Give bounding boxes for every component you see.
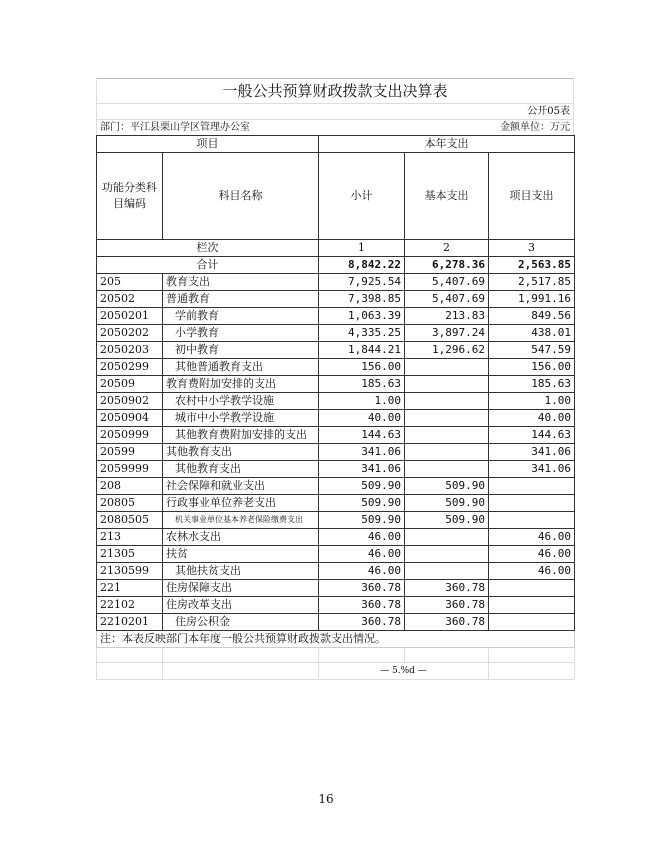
row-code: 2050902 [97,393,163,410]
col-index-1: 1 [319,240,405,257]
report-title: 一般公共预算财政拨款支出决算表 [96,78,574,103]
row-basic: 360.78 [405,614,489,631]
amount-unit-label: 金额单位：万元 [500,122,570,133]
row-subtotal: 341.06 [319,461,405,478]
row-code: 2050299 [97,359,163,376]
note-row [97,631,575,648]
row-project: 341.06 [489,444,575,461]
row-basic [405,376,489,393]
row-project: 46.00 [489,546,575,563]
row-name: 其他教育支出 [163,444,319,461]
row-name: 行政事业单位养老支出 [163,495,319,512]
row-subtotal: 46.00 [319,529,405,546]
row-name: 住房改革支出 [163,597,319,614]
table-row [97,512,575,529]
row-project: 849.56 [489,308,575,325]
row-basic: 509.90 [405,495,489,512]
row-code: 2080505 [97,512,163,529]
row-name: 农村中小学教学设施 [163,393,319,410]
row-project: 46.00 [489,563,575,580]
row-subtotal: 1,844.21 [319,342,405,359]
row-code: 22102 [97,597,163,614]
row-subtotal: 509.90 [319,512,405,529]
row-name: 初中教育 [163,342,319,359]
page-number: 16 [318,792,334,806]
row-name: 城市中小学教学设施 [163,410,319,427]
total-subtotal: 8,842.22 [319,257,405,274]
row-code: 2059999 [97,461,163,478]
row-name: 普通教育 [163,291,319,308]
row-code: 20599 [97,444,163,461]
row-subtotal: 185.63 [319,376,405,393]
header-row-1 [97,136,575,153]
row-project [489,580,575,597]
row-subtotal: 360.78 [319,580,405,597]
col-index-2: 2 [405,240,489,257]
row-basic: 5,407.69 [405,274,489,291]
report-sheet [96,78,574,680]
total-label: 合计 [97,257,319,274]
row-project: 156.00 [489,359,575,376]
row-basic: 509.90 [405,478,489,495]
row-code: 2050999 [97,427,163,444]
footnote: 注：本表反映部门本年度一般公共预算财政拨款支出情况。 [97,631,575,648]
table-row [97,325,575,342]
row-name: 农林水支出 [163,529,319,546]
row-subtotal: 509.90 [319,495,405,512]
row-subtotal: 7,398.85 [319,291,405,308]
header-current-year: 本年支出 [319,136,575,153]
table-row [97,274,575,291]
row-name: 其他普通教育支出 [163,359,319,376]
row-subtotal: 1,063.39 [319,308,405,325]
header-project: 项目支出 [489,153,575,240]
row-name: 学前教育 [163,308,319,325]
row-subtotal: 4,335.25 [319,325,405,342]
table-row [97,597,575,614]
row-subtotal: 509.90 [319,478,405,495]
total-row [97,257,575,274]
row-basic [405,393,489,410]
row-project: 1,991.16 [489,291,575,308]
row-code: 2050904 [97,410,163,427]
table-row [97,444,575,461]
row-project: 438.01 [489,325,575,342]
row-basic: 5,407.69 [405,291,489,308]
table-row [97,461,575,478]
column-order-label: 栏次 [97,240,319,257]
row-basic: 509.90 [405,512,489,529]
expenditure-table [96,135,575,680]
row-project: 1.00 [489,393,575,410]
row-basic [405,410,489,427]
row-code: 20805 [97,495,163,512]
row-code: 20502 [97,291,163,308]
col-index-3: 3 [489,240,575,257]
header-row-2 [97,153,575,240]
row-name: 扶贫 [163,546,319,563]
row-code: 205 [97,274,163,291]
row-name: 住房保障支出 [163,580,319,597]
row-project: 341.06 [489,461,575,478]
table-row [97,376,575,393]
row-subtotal: 1.00 [319,393,405,410]
table-row [97,495,575,512]
column-order-row [97,240,575,257]
row-name: 社会保障和就业支出 [163,478,319,495]
row-name: 其他教育费附加安排的支出 [163,427,319,444]
row-basic [405,461,489,478]
header-item: 项目 [97,136,319,153]
row-basic [405,529,489,546]
row-subtotal: 7,925.54 [319,274,405,291]
row-code: 2210201 [97,614,163,631]
row-subtotal: 46.00 [319,563,405,580]
row-basic [405,444,489,461]
table-row [97,308,575,325]
row-name: 教育支出 [163,274,319,291]
dept-unit-row [96,119,574,135]
row-basic [405,546,489,563]
row-project: 547.59 [489,342,575,359]
row-project [489,614,575,631]
row-subtotal: 46.00 [319,546,405,563]
row-subtotal: 156.00 [319,359,405,376]
table-row [97,291,575,308]
row-name: 其他教育支出 [163,461,319,478]
row-project: 144.63 [489,427,575,444]
row-project: 2,517.85 [489,274,575,291]
table-row [97,580,575,597]
row-subtotal: 360.78 [319,614,405,631]
table-row [97,359,575,376]
row-basic [405,359,489,376]
row-code: 20509 [97,376,163,393]
page-indicator-row [97,663,575,680]
table-row [97,614,575,631]
department-label: 部门：平江县栗山学区管理办公室 [100,122,250,133]
row-project: 40.00 [489,410,575,427]
row-name: 机关事业单位基本养老保险缴费支出 [163,512,319,529]
row-subtotal: 360.78 [319,597,405,614]
table-row [97,546,575,563]
row-code: 2050202 [97,325,163,342]
row-basic: 360.78 [405,597,489,614]
table-row [97,393,575,410]
row-name: 住房公积金 [163,614,319,631]
row-code: 221 [97,580,163,597]
row-name: 小学教育 [163,325,319,342]
header-basic: 基本支出 [405,153,489,240]
table-row [97,478,575,495]
row-name: 教育费附加安排的支出 [163,376,319,393]
row-project: 185.63 [489,376,575,393]
total-basic: 6,278.36 [405,257,489,274]
header-func-code: 功能分类科目编码 [97,153,163,240]
row-subtotal: 144.63 [319,427,405,444]
row-basic [405,563,489,580]
row-name: 其他扶贫支出 [163,563,319,580]
row-code: 21305 [97,546,163,563]
table-row [97,410,575,427]
row-code: 213 [97,529,163,546]
row-code: 2050203 [97,342,163,359]
row-project [489,478,575,495]
table-row [97,342,575,359]
row-basic: 360.78 [405,580,489,597]
row-code: 2050201 [97,308,163,325]
total-project: 2,563.85 [489,257,575,274]
row-basic [405,427,489,444]
header-subtotal: 小计 [319,153,405,240]
header-subject-name: 科目名称 [163,153,319,240]
row-project [489,495,575,512]
row-basic: 213.83 [405,308,489,325]
row-subtotal: 341.06 [319,444,405,461]
table-row [97,529,575,546]
row-project [489,597,575,614]
row-code: 2130599 [97,563,163,580]
row-basic: 1,296.62 [405,342,489,359]
row-basic: 3,897.24 [405,325,489,342]
table-row [97,563,575,580]
row-project [489,512,575,529]
row-subtotal: 40.00 [319,410,405,427]
form-number: 公开05表 [96,103,574,119]
row-code: 208 [97,478,163,495]
blank-row [97,648,575,663]
row-project: 46.00 [489,529,575,546]
table-row [97,427,575,444]
page-indicator: — 5.%d — [319,663,489,680]
